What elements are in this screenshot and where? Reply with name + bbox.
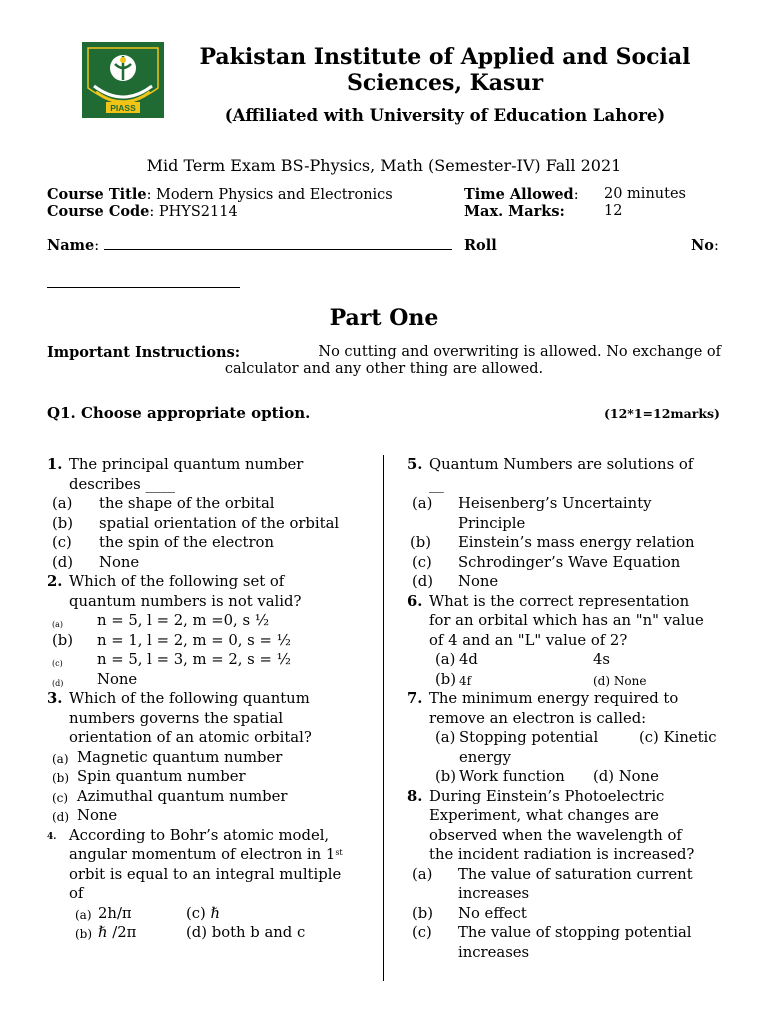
question-7 xyxy=(407,689,727,728)
institute-name-line1: Pakistan Institute of Applied and Social xyxy=(199,44,691,70)
question-3 xyxy=(47,689,377,748)
option-text: increases xyxy=(458,885,530,902)
time-allowed-value: 20 minutes xyxy=(604,186,686,202)
right-column xyxy=(407,455,727,962)
question-8 xyxy=(407,787,727,865)
course-code-label: Course Code xyxy=(47,203,150,220)
question-6 xyxy=(407,592,727,651)
question-text: quantum numbers is not valid? xyxy=(69,592,302,610)
question-text: remove an electron is called: xyxy=(429,709,647,727)
option-row-bd xyxy=(407,767,727,787)
option-c-text: energy xyxy=(459,748,511,766)
superscript: st xyxy=(335,848,343,857)
option-a[interactable] xyxy=(407,865,727,904)
option-text: Heisenberg’s Uncertainty xyxy=(458,495,652,512)
option-a[interactable] xyxy=(47,611,377,631)
question-text: What is the correct representation xyxy=(429,592,690,610)
option-b[interactable] xyxy=(407,904,727,924)
option-c[interactable] xyxy=(47,650,377,670)
question-text: The minimum energy required to xyxy=(429,690,679,707)
roll-no-field: No: xyxy=(691,237,719,254)
instructions xyxy=(47,344,721,378)
option-label: (a) xyxy=(412,495,433,512)
question-text: __ xyxy=(429,475,444,493)
option-text: n = 5, l = 3, m = 2, s = ½ xyxy=(97,651,291,668)
instructions-label: Important Instructions: xyxy=(47,344,241,361)
q1-header: Q1. Choose appropriate option. xyxy=(47,404,311,422)
option-b[interactable] xyxy=(47,767,377,787)
option-label: (c) xyxy=(52,790,69,805)
option-d[interactable]: (d) None xyxy=(593,768,659,785)
option-text: spatial orientation of the orbital xyxy=(99,514,340,532)
name-field: Name: xyxy=(47,237,452,254)
option-row-ac xyxy=(47,904,377,924)
logo-text: PIASS xyxy=(110,103,136,113)
question-text: for an orbital which has an "n" value xyxy=(429,612,704,629)
max-marks-value: 12 xyxy=(604,203,623,219)
option-text: The value of saturation current xyxy=(458,865,693,883)
option-label: (c) xyxy=(52,534,72,551)
course-code xyxy=(47,203,238,220)
question-text: orientation of an atomic orbital? xyxy=(69,729,312,746)
option-text: None xyxy=(97,670,138,688)
option-label: (b) xyxy=(52,771,70,785)
option-b[interactable] xyxy=(47,514,377,534)
option-a[interactable]: Stopping potential xyxy=(459,729,599,746)
option-text: No effect xyxy=(458,904,527,922)
question-text: numbers governs the spatial xyxy=(69,709,284,727)
option-a[interactable] xyxy=(47,748,377,768)
course-code-value: : PHYS2114 xyxy=(149,204,238,220)
question-5 xyxy=(407,455,727,494)
option-b[interactable]: 4f xyxy=(459,673,472,688)
course-title-label: Course Title xyxy=(47,186,147,203)
institute-logo xyxy=(82,42,164,118)
question-text: observed when the wavelength of xyxy=(429,826,682,844)
question-text xyxy=(69,845,377,865)
option-label: (a) xyxy=(412,865,433,883)
question-text: orbit is equal to an integral multiple xyxy=(69,865,342,883)
name-blank[interactable] xyxy=(104,249,452,250)
roll-no-blank[interactable] xyxy=(47,287,240,288)
no-label: No xyxy=(691,237,714,254)
option-row-ac xyxy=(407,728,727,748)
question-text: According to Bohr’s atomic model, xyxy=(69,826,330,844)
q1-marks: (12*1=12marks) xyxy=(604,406,720,421)
option-text: Azimuthal quantum number xyxy=(77,787,288,805)
question-number: 8. xyxy=(407,787,423,805)
roll-label: Roll xyxy=(464,237,497,254)
option-text: n = 5, l = 2, m =0, s ½ xyxy=(97,612,270,629)
option-label: (a) xyxy=(52,495,73,512)
option-d[interactable] xyxy=(47,670,377,690)
option-text: None xyxy=(77,807,118,824)
option-a[interactable] xyxy=(407,494,727,533)
question-1 xyxy=(47,455,377,494)
option-label: (d) xyxy=(412,573,434,590)
option-text: None xyxy=(99,553,140,571)
option-c-continuation xyxy=(407,748,727,768)
option-c[interactable] xyxy=(407,553,727,573)
question-number: 5. xyxy=(407,456,423,473)
course-title-value: : Modern Physics and Electronics xyxy=(146,187,393,203)
option-text: None xyxy=(458,573,499,590)
option-c[interactable] xyxy=(407,923,727,962)
option-label: (a) xyxy=(52,620,64,629)
option-label: (b) xyxy=(52,631,74,649)
column-divider xyxy=(383,455,384,981)
option-label: (a) xyxy=(75,907,92,922)
option-label: (c) xyxy=(412,553,432,571)
question-text: The principal quantum number xyxy=(69,456,304,473)
option-label: (b) xyxy=(410,534,432,551)
question-text: Which of the following set of xyxy=(69,573,285,590)
question-text: of xyxy=(69,885,84,902)
option-label: (a) xyxy=(52,751,69,766)
option-label: (b) xyxy=(435,768,457,785)
question-number: 6. xyxy=(407,592,423,610)
option-row-ac xyxy=(407,650,727,670)
course-title xyxy=(47,186,393,203)
option-text: Principle xyxy=(458,514,526,532)
option-label: (c) xyxy=(52,659,63,668)
option-label: (b) xyxy=(75,927,93,941)
exam-title: Mid Term Exam BS-Physics, Math (Semester-IV) Fall 2021 xyxy=(146,156,622,175)
option-c[interactable] xyxy=(47,787,377,807)
option-b[interactable]: Work function xyxy=(459,768,565,785)
option-label: (a) xyxy=(435,651,456,668)
institute-name xyxy=(170,44,720,96)
option-d[interactable] xyxy=(47,806,377,826)
option-label: (d) xyxy=(52,553,74,571)
option-label: (b) xyxy=(52,514,74,532)
option-c[interactable]: (c) Kinetic xyxy=(639,729,717,746)
option-text: the spin of the electron xyxy=(99,534,274,551)
question-text: Experiment, what changes are xyxy=(429,807,659,824)
question-text: of 4 and an "L" value of 2? xyxy=(429,631,628,649)
question-text: Which of the following quantum xyxy=(69,690,310,707)
question-4 xyxy=(47,826,377,904)
option-a[interactable] xyxy=(47,494,377,514)
question-number: 3. xyxy=(47,690,63,707)
question-number: 4. xyxy=(47,831,57,842)
option-row-bd xyxy=(407,670,727,690)
option-text: Spin quantum number xyxy=(77,768,246,785)
question-text: During Einstein’s Photoelectric xyxy=(429,787,665,805)
option-row-bd xyxy=(47,923,377,943)
left-column xyxy=(47,455,377,943)
option-b[interactable]: ℏ /2π xyxy=(98,924,137,941)
option-c[interactable] xyxy=(47,533,377,553)
option-text: Einstein’s mass energy relation xyxy=(458,534,695,551)
option-label: (b) xyxy=(435,670,457,688)
option-text: the shape of the orbital xyxy=(99,495,275,512)
option-a[interactable]: 4d xyxy=(459,651,478,668)
option-text: Schrodinger’s Wave Equation xyxy=(458,553,681,571)
option-b[interactable] xyxy=(47,631,377,651)
question-text-part: angular momentum of electron in 1 xyxy=(69,846,336,863)
option-d[interactable]: (d) None xyxy=(593,673,647,688)
option-d[interactable] xyxy=(407,572,727,592)
question-text: the incident radiation is increased? xyxy=(429,846,695,863)
time-allowed: Time Allowed: xyxy=(464,186,579,203)
affiliation: (Affiliated with University of Education Lahore) xyxy=(224,106,666,125)
question-number: 2. xyxy=(47,573,63,590)
option-label: (a) xyxy=(435,729,456,746)
part-title: Part One xyxy=(329,305,439,331)
option-label: (b) xyxy=(412,904,434,922)
question-text: describes ____ xyxy=(69,475,176,493)
option-label: (d) xyxy=(52,678,64,688)
option-text: Magnetic quantum number xyxy=(77,748,283,766)
max-marks-label: Max. Marks: xyxy=(464,203,565,220)
question-number: 1. xyxy=(47,456,63,473)
time-allowed-label: Time Allowed xyxy=(464,186,574,203)
option-b[interactable] xyxy=(407,533,727,553)
option-text: increases xyxy=(458,943,530,961)
option-c[interactable]: 4s xyxy=(593,651,611,668)
option-label: (c) xyxy=(412,924,432,941)
option-text: The value of stopping potential xyxy=(458,924,692,941)
institute-name-line2: Sciences, Kasur xyxy=(346,70,544,96)
question-text: Quantum Numbers are solutions of xyxy=(429,456,694,473)
option-c[interactable]: (c) ℏ xyxy=(186,904,221,922)
option-text: n = 1, l = 2, m = 0, s = ½ xyxy=(97,631,291,649)
name-label: Name xyxy=(47,237,95,254)
option-a[interactable]: 2h/π xyxy=(98,904,132,922)
option-d[interactable]: (d) both b and c xyxy=(186,924,306,941)
option-d[interactable] xyxy=(47,553,377,573)
question-2 xyxy=(47,572,377,611)
question-number: 7. xyxy=(407,690,423,707)
instructions-text-2: calculator and any other thing are allowed. xyxy=(224,361,544,377)
option-label: (d) xyxy=(52,810,70,824)
instructions-text: No cutting and overwriting is allowed. No exchange of xyxy=(318,344,721,360)
